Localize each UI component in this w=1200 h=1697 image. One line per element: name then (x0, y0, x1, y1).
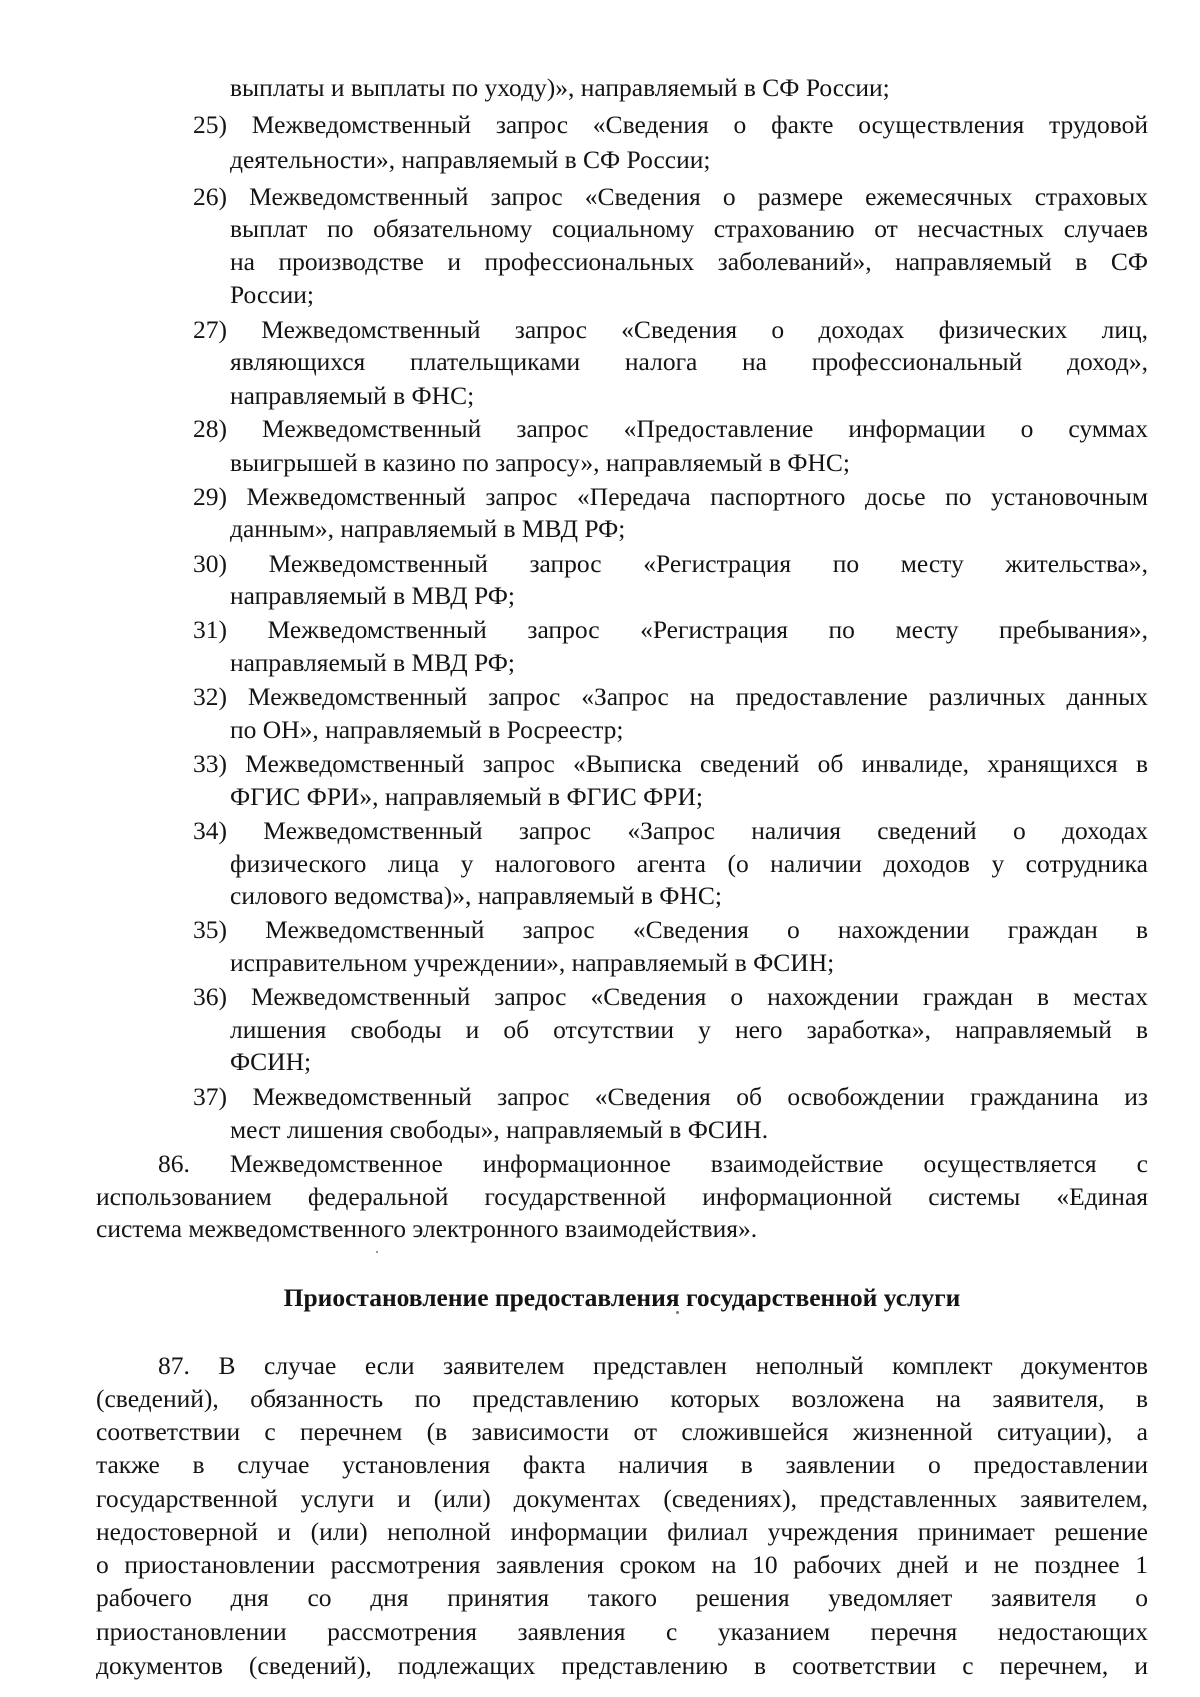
text-line: 26) Межведомственный запрос «Сведения о размере ежемесячных страховых (193, 182, 1148, 211)
text-line: государственной услуги и (или) документах (сведениях), представленных заявителем, (96, 1484, 1148, 1513)
text-line: соответствии с перечнем (в зависимости от сложившейся жизненной ситуации), а (96, 1417, 1148, 1446)
text-line: по ОН», направляемый в Росреестр; (230, 715, 624, 744)
text-line: ФГИС ФРИ», направляемый в ФГИС ФРИ; (230, 782, 703, 811)
text-line: 37) Межведомственный запрос «Сведения об освобождении гражданина из (193, 1082, 1148, 1111)
text-line: на производстве и профессиональных заболеваний», направляемый в СФ (230, 247, 1148, 276)
text-line: о приостановлении рассмотрения заявления сроком на 10 рабочих дней и не позднее 1 (96, 1550, 1148, 1579)
text-line: 25) Межведомственный запрос «Сведения о факте осуществления трудовой (193, 110, 1148, 139)
text-line: мест лишения свободы», направляемый в ФСИН. (230, 1115, 769, 1144)
text-line: 29) Межведомственный запрос «Передача паспортного досье по установочным (193, 482, 1148, 511)
text-line: система межведомственного электронного взаимодействия». (96, 1214, 758, 1243)
text-line: 28) Межведомственный запрос «Предоставление информации о суммах (193, 414, 1148, 443)
text-line: использованием федеральной государственной информационной системы «Единая (96, 1182, 1148, 1211)
text-line: 27) Межведомственный запрос «Сведения о доходах физических лиц, (193, 315, 1148, 344)
text-line: России; (230, 280, 314, 309)
text-line: данным», направляемый в МВД РФ; (230, 514, 626, 543)
text-line: выигрышей в казино по запросу», направляемый в ФНС; (230, 448, 851, 477)
text-line: 32) Межведомственный запрос «Запрос на предоставление различных данных (193, 682, 1148, 711)
text-line: документов (сведений), подлежащих представлению в соответствии с перечнем, и (96, 1651, 1148, 1680)
text-line: (сведений), обязанность по представлению которых возложена на заявителя, в (96, 1384, 1148, 1413)
text-line: направляемый в ФНС; (230, 381, 475, 410)
text-line: приостановлении рассмотрения заявления с указанием перечня недостающих (96, 1617, 1148, 1646)
text-line: 35) Межведомственный запрос «Сведения о нахождении граждан в (193, 915, 1148, 944)
text-line: 87. В случае если заявителем представлен неполный комплект документов (158, 1351, 1148, 1380)
text-line: 31) Межведомственный запрос «Регистрация по месту пребывания», (193, 615, 1148, 644)
text-line: направляемый в МВД РФ; (230, 648, 515, 677)
text-line: 33) Межведомственный запрос «Выписка сведений об инвалиде, хранящихся в (193, 749, 1148, 778)
text-line: силового ведомства)», направляемый в ФНС; (230, 881, 722, 910)
text-line: являющихся плательщиками налога на профессиональный доход», (230, 347, 1148, 376)
text-line: также в случае установления факта наличия в заявлении о предоставлении (96, 1450, 1148, 1479)
section-heading: Приостановление предоставления государственной услуги (283, 1283, 961, 1312)
text-line: рабочего дня со дня принятия такого решения уведомляет заявителя о (96, 1583, 1148, 1612)
text-line: 36) Межведомственный запрос «Сведения о нахождении граждан в местах (193, 982, 1148, 1011)
text-line: 86. Межведомственное информационное взаимодействие осуществляется с (158, 1149, 1148, 1178)
text-line: 34) Межведомственный запрос «Запрос наличия сведений о доходах (193, 816, 1148, 845)
text-line: ФСИН; (230, 1047, 312, 1076)
scan-speck (376, 1251, 378, 1253)
text-line: лишения свободы и об отсутствии у него заработка», направляемый в (230, 1015, 1148, 1044)
text-line: направляемый в МВД РФ; (230, 581, 515, 610)
text-line: физического лица у налогового агента (о наличии доходов у сотрудника (230, 849, 1148, 878)
text-line: 30) Межведомственный запрос «Регистрация по месту жительства», (193, 549, 1148, 578)
text-line: выплаты и выплаты по уходу)», направляемый в СФ России; (230, 73, 890, 102)
text-line: недостоверной и (или) неполной информации филиал учреждения принимает решение (96, 1517, 1148, 1546)
text-line: исправительном учреждении», направляемый в ФСИН; (230, 948, 835, 977)
text-line: выплат по обязательному социальному страхованию от несчастных случаев (230, 214, 1148, 243)
text-line: деятельности», направляемый в СФ России; (230, 145, 711, 174)
